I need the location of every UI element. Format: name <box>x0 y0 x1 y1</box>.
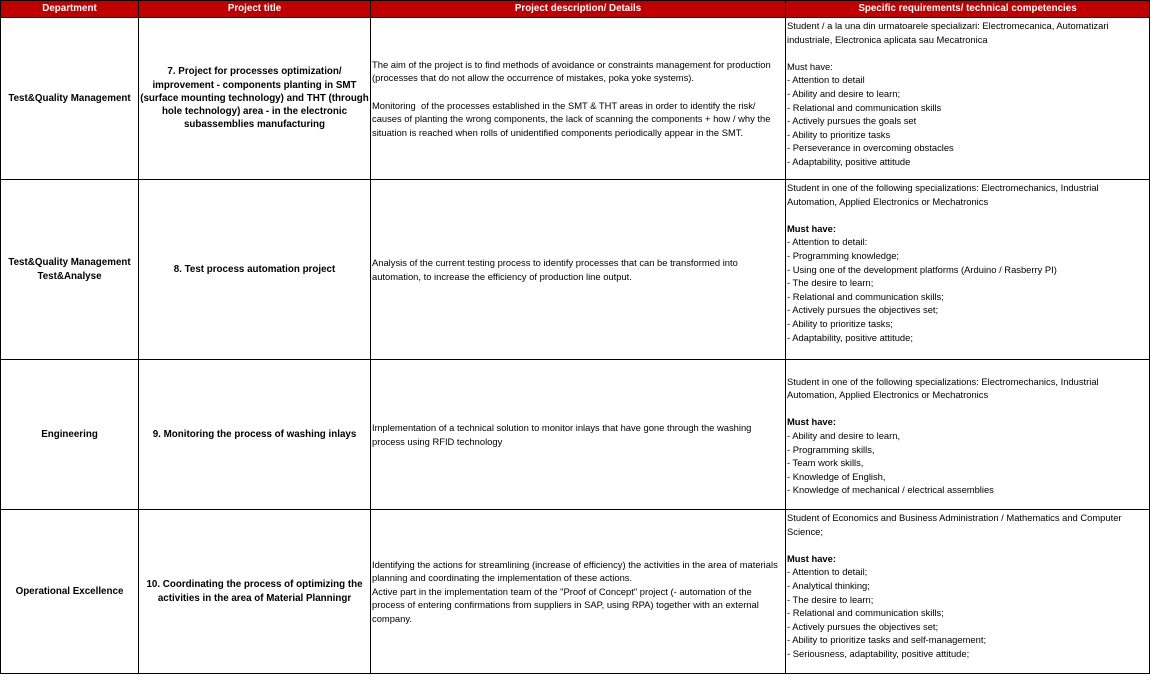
requirement-item: - Ability to prioritize tasks <box>787 128 891 140</box>
requirement-item: - Using one of the development platforms (Arduino / Rasberry PI) <box>787 263 1057 275</box>
header-project-title: Project title <box>139 1 371 18</box>
description-paragraph: Analysis of the current testing process to identify processes that can be transformed into automation, to increase the efficiency of production line output. <box>372 256 741 282</box>
description-spacer <box>372 85 784 99</box>
requirements-spacer <box>787 538 1148 552</box>
description-paragraph: Implementation of a technical solution to monitor inlays that have gone through the washing process using RFID technology <box>372 421 755 447</box>
requirements-cell <box>786 510 1150 674</box>
requirement-item: - Attention to detail; <box>787 566 868 578</box>
project-title-cell: 9. Monitoring the process of washing inlays <box>139 360 371 510</box>
department-cell <box>1 510 139 674</box>
description-paragraph: Active part in the implementation team of the "Proof of Concept" project (- automation of the process of entering confirmations from suppliers in SAP, using RPA) together with an external company. <box>372 585 762 624</box>
must-have-label: Must have: <box>787 60 833 72</box>
table-row <box>1 510 1150 674</box>
project-description-cell <box>371 180 786 360</box>
header-department: Department <box>1 1 139 18</box>
department-cell <box>1 180 139 360</box>
requirement-item: - Analytical thinking; <box>787 579 870 591</box>
description-paragraph: Monitoring of the processes established in the SMT & THT areas in order to identify the risk/ causes of planting the wrong components, the lack of scanning the components + how / why the situation is reached when rolls of unidentified components periodically appear in the SMT. <box>372 99 774 138</box>
description-paragraph: Identifying the actions for streamlining (increase of efficiency) the activities in the area of materials planning and coordinating the implementation of these actions. <box>372 558 781 584</box>
requirement-item: - Attention to detail <box>787 74 865 86</box>
requirement-item: - Ability and desire to learn; <box>787 87 901 99</box>
department-subname: Test&Analyse <box>37 270 102 282</box>
requirement-item: - Adaptability, positive attitude <box>787 155 911 167</box>
must-have-label: Must have: <box>787 416 836 428</box>
requirements-cell <box>786 360 1150 510</box>
department-name: Test&Quality Management <box>8 92 131 104</box>
project-title-cell: 7. Project for processes optimization/ improvement - components planting in SMT (surface mounting technology) and THT (through hole technology) area - in the electronic subassemblies manufacturing <box>139 18 371 180</box>
header-row <box>1 1 1150 18</box>
description-paragraph: The aim of the project is to find methods of avoidance or constraints management for production (processes that do not allow the occurrence of mistakes, poka yoke systems). <box>372 58 774 84</box>
requirement-item: - Programming skills, <box>787 443 875 455</box>
requirement-item: - Relational and communication skills; <box>787 290 944 302</box>
requirements-intro: Student in one of the following specializations: Electromechanics, Industrial Automation, Applied Electronics or Mechatronics <box>787 182 1101 207</box>
requirements-cell <box>786 180 1150 360</box>
requirement-item: - Ability to prioritize tasks; <box>787 317 893 329</box>
requirement-item: - Attention to detail: <box>787 236 868 248</box>
requirements-spacer <box>787 402 1148 416</box>
requirement-item: - Relational and communication skills <box>787 101 942 113</box>
table-row <box>1 18 1150 180</box>
header-requirements: Specific requirements/ technical competencies <box>786 1 1150 18</box>
requirement-item: - Relational and communication skills; <box>787 607 944 619</box>
requirement-item: - Adaptability, positive attitude; <box>787 331 913 343</box>
requirements-cell <box>786 18 1150 180</box>
project-title-cell: 10. Coordinating the process of optimizing the activities in the area of Material Planningr <box>139 510 371 674</box>
department-cell <box>1 360 139 510</box>
requirements-intro: Student / a la una din urmatoarele specializari: Electromecanica, Automatizari industriale, Electronica aplicata sau Mecatronica <box>787 20 1112 45</box>
department-name: Engineering <box>41 428 98 440</box>
requirement-item: - Ability to prioritize tasks and self-management; <box>787 634 987 646</box>
project-title-cell: 8. Test process automation project <box>139 180 371 360</box>
requirements-spacer <box>787 361 1148 375</box>
requirement-item: - Perseverance in overcoming obstacles <box>787 142 954 154</box>
requirement-item: - Knowledge of mechanical / electrical assemblies <box>787 484 994 496</box>
table-row <box>1 180 1150 360</box>
department-cell <box>1 18 139 180</box>
requirement-item: - Actively pursues the goals set <box>787 115 917 127</box>
project-description-cell <box>371 360 786 510</box>
requirement-item: - The desire to learn; <box>787 593 874 605</box>
department-name: Test&Quality Management <box>8 257 131 269</box>
must-have-label: Must have: <box>787 222 836 234</box>
requirements-spacer <box>787 208 1148 222</box>
requirement-item: - Seriousness, adaptability, positive attitude; <box>787 647 970 659</box>
requirements-spacer <box>787 46 1148 60</box>
project-description-cell <box>371 18 786 180</box>
project-description-cell <box>371 510 786 674</box>
requirements-intro: Student in one of the following specializations: Electromechanics, Industrial Automation, Applied Electronics or Mechatronics <box>787 375 1101 401</box>
requirement-item: - Actively pursues the objectives set; <box>787 620 939 632</box>
department-name: Operational Excellence <box>15 585 124 597</box>
requirements-intro: Student of Economics and Business Administration / Mathematics and Computer Science; <box>787 512 1125 537</box>
requirement-item: - Knowledge of English, <box>787 470 886 482</box>
must-have-label: Must have: <box>787 552 836 564</box>
requirement-item: - Team work skills, <box>787 457 864 469</box>
table-row <box>1 360 1150 510</box>
requirement-item: - Actively pursues the objectives set; <box>787 304 939 316</box>
requirement-item: - The desire to learn; <box>787 277 874 289</box>
requirement-item: - Programming knowledge; <box>787 249 900 261</box>
requirement-item: - Ability and desire to learn, <box>787 429 901 441</box>
header-project-description: Project description/ Details <box>371 1 786 18</box>
